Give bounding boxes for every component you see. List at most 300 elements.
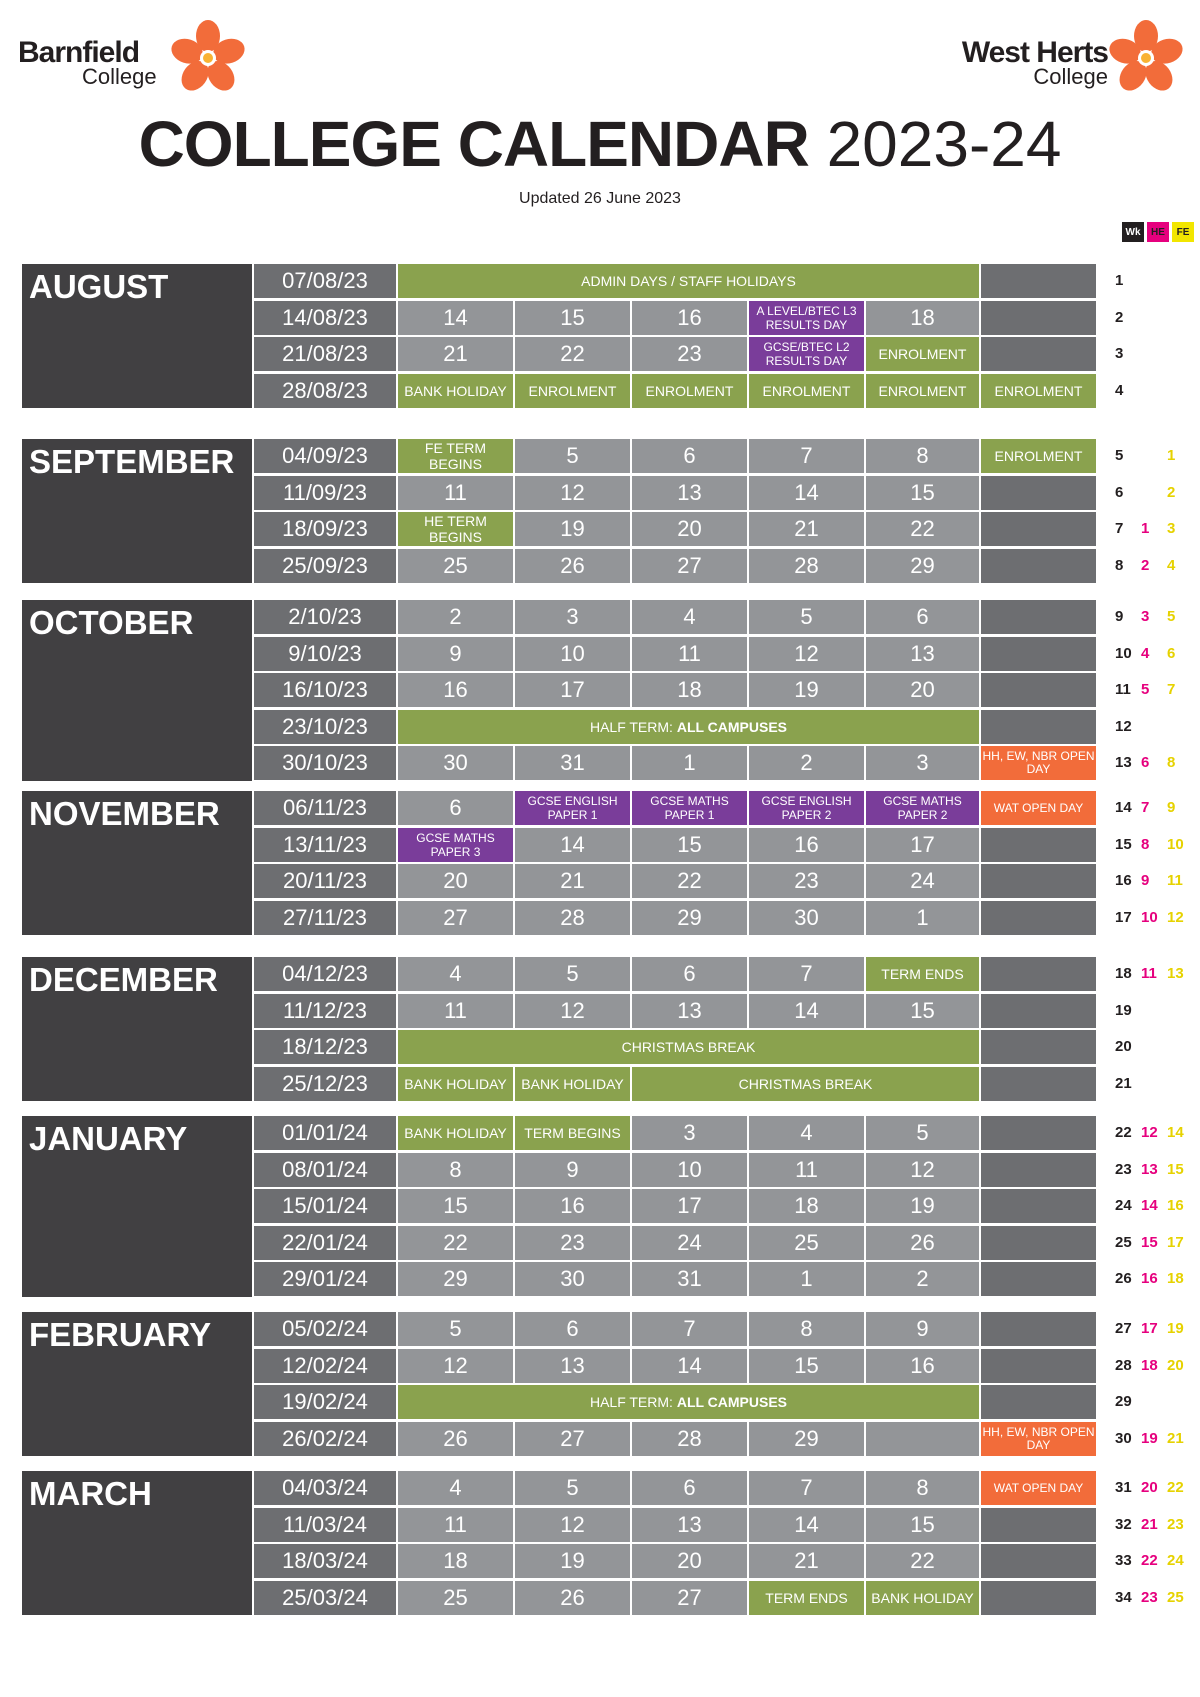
- event-green: BANK HOLIDAY: [398, 1116, 513, 1150]
- day-cell: 3: [515, 600, 630, 634]
- he-week-number: 17: [1141, 1320, 1158, 1337]
- week-number: 10: [1115, 644, 1132, 662]
- week-numbers: [1115, 1516, 1200, 1536]
- event-green: ADMIN DAYS / STAFF HOLIDAYS: [398, 264, 979, 298]
- day-cell: 5: [515, 1471, 630, 1505]
- day-cell: 14: [749, 476, 864, 510]
- week-row: [254, 1312, 1134, 1348]
- event-text-bold: ALL CAMPUSES: [676, 1394, 788, 1411]
- week-number: 24: [1115, 1197, 1132, 1215]
- day-cell: 29: [632, 901, 747, 935]
- day-cell: 9: [398, 637, 513, 671]
- event-green: ENROLMENT: [632, 374, 747, 408]
- day-cell: 14: [749, 1508, 864, 1542]
- week-commencing-date: 25/09/23: [254, 549, 396, 583]
- day-cell: 14: [749, 994, 864, 1028]
- week-numbers: [1115, 1357, 1200, 1377]
- week-commencing-date: 21/08/23: [254, 337, 396, 371]
- week-commencing-date: 08/01/24: [254, 1153, 396, 1187]
- week-commencing-date: 01/01/24: [254, 1116, 396, 1150]
- he-week-number: 1: [1141, 520, 1150, 538]
- week-number: 9: [1115, 608, 1124, 625]
- fe-week-number: 15: [1167, 1160, 1184, 1178]
- week-commencing-date: 11/03/24: [254, 1508, 396, 1542]
- he-week-number: 13: [1141, 1160, 1158, 1178]
- day-cell: 1: [632, 746, 747, 780]
- day-cell: 21: [749, 512, 864, 546]
- week-number: 27: [1115, 1320, 1132, 1337]
- day-cell: 15: [866, 476, 979, 510]
- empty-cell: [981, 901, 1096, 935]
- week-commencing-date: 12/02/24: [254, 1349, 396, 1383]
- event-green: BANK HOLIDAY: [398, 1067, 513, 1101]
- day-cell: 30: [398, 746, 513, 780]
- week-numbers: [1115, 799, 1200, 819]
- he-week-number: 7: [1141, 799, 1150, 816]
- flower-icon: [1106, 18, 1186, 98]
- week-row: [254, 710, 1134, 746]
- day-cell: 6: [398, 791, 513, 825]
- week-numbers: [1115, 1002, 1200, 1022]
- fe-week-number: 14: [1167, 1124, 1184, 1141]
- day-cell: 26: [515, 1581, 630, 1615]
- day-cell: 27: [632, 1581, 747, 1615]
- week-row: [254, 1030, 1134, 1066]
- day-cell: 11: [632, 637, 747, 671]
- day-cell: 31: [632, 1262, 747, 1296]
- day-cell: 4: [749, 1116, 864, 1150]
- day-cell: 4: [398, 957, 513, 991]
- week-row: [254, 1471, 1134, 1507]
- day-cell: 6: [866, 600, 979, 634]
- day-cell: 25: [398, 1581, 513, 1615]
- day-cell: 23: [515, 1226, 630, 1260]
- week-commencing-date: 30/10/23: [254, 746, 396, 780]
- day-cell: 28: [632, 1422, 747, 1456]
- week-commencing-date: 25/12/23: [254, 1067, 396, 1101]
- week-numbers: [1115, 484, 1200, 504]
- empty-cell: [981, 1262, 1096, 1296]
- week-numbers: [1115, 1161, 1200, 1181]
- event-green: BANK HOLIDAY: [515, 1067, 630, 1101]
- empty-cell: [981, 1544, 1096, 1578]
- day-cell: 7: [749, 1471, 864, 1505]
- empty-cell: [981, 549, 1096, 583]
- week-numbers: [1115, 872, 1200, 892]
- week-numbers: [1115, 681, 1200, 701]
- updated-date: Updated 26 June 2023: [519, 190, 681, 207]
- fe-week-number: 8: [1167, 754, 1176, 772]
- event-green: TERM ENDS: [866, 957, 979, 991]
- week-commencing-date: 15/01/24: [254, 1189, 396, 1223]
- day-cell: 27: [515, 1422, 630, 1456]
- day-cell: 15: [398, 1189, 513, 1223]
- week-numbers: [1115, 1270, 1200, 1290]
- week-row: [254, 1581, 1134, 1617]
- page-title: [0, 104, 1200, 184]
- day-cell: 13: [866, 637, 979, 671]
- week-number: 28: [1115, 1356, 1132, 1374]
- day-cell: 20: [398, 864, 513, 898]
- week-commencing-date: 07/08/23: [254, 264, 396, 298]
- fe-week-number: 5: [1167, 608, 1176, 625]
- week-row: [254, 864, 1134, 900]
- week-commencing-date: 11/12/23: [254, 994, 396, 1028]
- day-cell: 6: [632, 439, 747, 473]
- day-cell: 18: [866, 301, 979, 335]
- week-numbers: [1115, 1124, 1200, 1144]
- day-cell: 19: [515, 512, 630, 546]
- day-cell: 10: [632, 1153, 747, 1187]
- day-cell: 21: [398, 337, 513, 371]
- day-cell: 11: [398, 476, 513, 510]
- week-row: [254, 1349, 1134, 1385]
- day-cell: 19: [866, 1189, 979, 1223]
- exam-event: GCSE MATHS PAPER 1: [632, 791, 747, 825]
- week-commencing-date: 28/08/23: [254, 374, 396, 408]
- day-cell: 30: [515, 1262, 630, 1296]
- fe-week-number: 7: [1167, 681, 1176, 699]
- week-number: 20: [1115, 1038, 1132, 1056]
- empty-cell: [981, 600, 1096, 634]
- month-label: JANUARY: [22, 1116, 252, 1297]
- week-number: 19: [1115, 1001, 1132, 1019]
- day-cell: 23: [632, 337, 747, 371]
- week-numbers: [1115, 272, 1200, 292]
- day-cell: 4: [632, 600, 747, 634]
- week-numbers: [1115, 1320, 1200, 1340]
- event-green: ENROLMENT: [866, 374, 979, 408]
- week-row: [254, 637, 1134, 673]
- week-number: 6: [1115, 483, 1124, 501]
- event-green: ENROLMENT: [981, 374, 1096, 408]
- day-cell: 12: [866, 1153, 979, 1187]
- fe-week-number: 23: [1167, 1515, 1184, 1533]
- day-cell: 31: [515, 746, 630, 780]
- day-cell: 28: [515, 901, 630, 935]
- empty-cell: [981, 637, 1096, 671]
- day-cell: 20: [632, 1544, 747, 1578]
- week-row: [254, 337, 1134, 373]
- week-row: [254, 1067, 1134, 1103]
- week-numbers: [1115, 1479, 1200, 1499]
- event-green: FE TERM BEGINS: [398, 439, 513, 473]
- day-cell: 2: [866, 1262, 979, 1296]
- title-year: 2023-24: [826, 108, 1062, 180]
- day-cell: 4: [398, 1471, 513, 1505]
- day-cell: 7: [749, 957, 864, 991]
- fe-week-number: 25: [1167, 1588, 1184, 1606]
- event-green: HE TERM BEGINS: [398, 512, 513, 546]
- empty-cell: [981, 1030, 1096, 1064]
- day-cell: 17: [866, 828, 979, 862]
- day-cell: 5: [398, 1312, 513, 1346]
- week-row: [254, 1189, 1134, 1225]
- empty-cell: [981, 1116, 1096, 1150]
- month-label: AUGUST: [22, 264, 252, 408]
- day-cell: 11: [398, 994, 513, 1028]
- day-cell: 6: [632, 957, 747, 991]
- week-row: [254, 264, 1134, 300]
- empty-cell: [981, 264, 1096, 298]
- event-text-bold: ALL CAMPUSES: [676, 718, 788, 735]
- week-commencing-date: 2/10/23: [254, 600, 396, 634]
- he-week-number: 23: [1141, 1588, 1158, 1606]
- exam-event: GCSE MATHS PAPER 2: [866, 791, 979, 825]
- event-green: [398, 1385, 979, 1419]
- week-numbers: [1115, 1075, 1200, 1095]
- day-cell: 20: [866, 673, 979, 707]
- week-row: [254, 994, 1134, 1030]
- week-commencing-date: 04/09/23: [254, 439, 396, 473]
- day-cell: 7: [632, 1312, 747, 1346]
- day-cell: 3: [866, 746, 979, 780]
- week-row: [254, 828, 1134, 864]
- week-number: 11: [1115, 681, 1131, 699]
- week-row: [254, 1153, 1134, 1189]
- exam-event: GCSE ENGLISH PAPER 1: [515, 791, 630, 825]
- month-label: NOVEMBER: [22, 791, 252, 935]
- week-numbers: [1115, 309, 1200, 329]
- event-green: TERM ENDS: [749, 1581, 864, 1615]
- day-cell: 25: [398, 549, 513, 583]
- day-cell: 22: [515, 337, 630, 371]
- day-cell: 10: [515, 637, 630, 671]
- empty-cell: [981, 512, 1096, 546]
- day-cell: 12: [515, 476, 630, 510]
- empty-cell: [981, 673, 1096, 707]
- week-row: [254, 1116, 1134, 1152]
- week-number: 29: [1115, 1393, 1132, 1411]
- week-row: [254, 512, 1134, 548]
- he-week-number: 14: [1141, 1197, 1158, 1215]
- day-cell: 25: [749, 1226, 864, 1260]
- day-cell: 17: [632, 1189, 747, 1223]
- he-week-number: 16: [1141, 1270, 1158, 1288]
- title-main: COLLEGE CALENDAR: [138, 108, 809, 180]
- day-cell: 20: [632, 512, 747, 546]
- day-cell: 6: [632, 1471, 747, 1505]
- week-numbers: [1115, 520, 1200, 540]
- week-number: 1: [1115, 272, 1124, 289]
- he-week-number: 22: [1141, 1552, 1158, 1570]
- fe-week-number: 22: [1167, 1479, 1184, 1496]
- week-row: [254, 1262, 1134, 1298]
- exam-event: A LEVEL/BTEC L3 RESULTS DAY: [749, 301, 864, 335]
- week-commencing-date: 20/11/23: [254, 864, 396, 898]
- flower-icon: [168, 18, 248, 98]
- day-cell: 30: [749, 901, 864, 935]
- day-cell: 16: [866, 1349, 979, 1383]
- day-cell: 8: [749, 1312, 864, 1346]
- week-row: [254, 476, 1134, 512]
- legend-wk: Wk: [1122, 222, 1144, 242]
- week-number: 32: [1115, 1515, 1132, 1533]
- month-label: DECEMBER: [22, 957, 252, 1101]
- fe-week-number: 11: [1167, 872, 1183, 890]
- week-numbers: [1115, 1393, 1200, 1413]
- week-commencing-date: 16/10/23: [254, 673, 396, 707]
- day-cell: 17: [515, 673, 630, 707]
- day-cell: 29: [749, 1422, 864, 1456]
- day-cell: 15: [632, 828, 747, 862]
- empty-cell: [981, 301, 1096, 335]
- empty-cell: [981, 710, 1096, 744]
- week-numbers: [1115, 557, 1200, 577]
- legend-he: HE: [1147, 222, 1169, 242]
- week-number: 8: [1115, 556, 1124, 574]
- empty-cell: [981, 1153, 1096, 1187]
- month-label: MARCH: [22, 1471, 252, 1615]
- week-legend: [1122, 222, 1194, 242]
- day-cell: 23: [749, 864, 864, 898]
- day-cell: 21: [515, 864, 630, 898]
- he-week-number: 15: [1141, 1233, 1158, 1251]
- day-cell: 15: [515, 301, 630, 335]
- day-cell: 3: [632, 1116, 747, 1150]
- fe-week-number: 19: [1167, 1320, 1184, 1337]
- day-cell: 22: [866, 1544, 979, 1578]
- open-day-event: WAT OPEN DAY: [981, 1471, 1096, 1505]
- day-cell: 16: [398, 673, 513, 707]
- event-green: CHRISTMAS BREAK: [632, 1067, 979, 1101]
- week-row: [254, 746, 1134, 782]
- fe-week-number: 10: [1167, 835, 1184, 853]
- week-commencing-date: 06/11/23: [254, 791, 396, 825]
- week-numbers: [1115, 1038, 1200, 1058]
- week-numbers: [1115, 608, 1200, 628]
- logo-right-name: West Herts: [961, 36, 1108, 69]
- week-numbers: [1115, 718, 1200, 738]
- fe-week-number: 3: [1167, 520, 1176, 538]
- week-number: 7: [1115, 520, 1124, 538]
- exam-event: GCSE/BTEC L2 RESULTS DAY: [749, 337, 864, 371]
- week-commencing-date: 26/02/24: [254, 1422, 396, 1456]
- day-cell: 24: [866, 864, 979, 898]
- event-green: [398, 710, 979, 744]
- day-cell: 29: [866, 549, 979, 583]
- day-cell: 14: [515, 828, 630, 862]
- week-row: [254, 1508, 1134, 1544]
- week-number: 33: [1115, 1552, 1132, 1570]
- day-cell: 18: [398, 1544, 513, 1578]
- day-cell: 8: [866, 1471, 979, 1505]
- day-cell: 22: [866, 512, 979, 546]
- fe-week-number: 12: [1167, 908, 1184, 926]
- fe-week-number: 20: [1167, 1356, 1184, 1374]
- week-commencing-date: 25/03/24: [254, 1581, 396, 1615]
- week-commencing-date: 29/01/24: [254, 1262, 396, 1296]
- event-green: BANK HOLIDAY: [866, 1581, 979, 1615]
- week-commencing-date: 18/09/23: [254, 512, 396, 546]
- logo-left-name: Barnfield: [18, 36, 140, 69]
- week-row: [254, 957, 1134, 993]
- week-row: [254, 1226, 1134, 1262]
- event-text: HALF TERM:: [589, 718, 677, 735]
- day-cell: 7: [749, 439, 864, 473]
- week-number: 34: [1115, 1588, 1132, 1606]
- week-commencing-date: 14/08/23: [254, 301, 396, 335]
- day-cell: 13: [632, 476, 747, 510]
- week-commencing-date: 9/10/23: [254, 637, 396, 671]
- day-cell: 5: [866, 1116, 979, 1150]
- day-cell: 19: [515, 1544, 630, 1578]
- week-number: 31: [1115, 1479, 1132, 1496]
- week-numbers: [1115, 1589, 1200, 1609]
- exam-event: GCSE ENGLISH PAPER 2: [749, 791, 864, 825]
- week-row: [254, 673, 1134, 709]
- event-green: ENROLMENT: [866, 337, 979, 371]
- week-numbers: [1115, 1552, 1200, 1572]
- week-number: 5: [1115, 447, 1124, 464]
- day-cell: 16: [632, 301, 747, 335]
- day-cell: 1: [749, 1262, 864, 1296]
- empty-cell: [981, 1067, 1096, 1101]
- he-week-number: 5: [1141, 681, 1150, 699]
- day-cell: 5: [749, 600, 864, 634]
- empty-cell: [981, 1312, 1096, 1346]
- week-number: 14: [1115, 799, 1132, 816]
- day-cell: 15: [866, 1508, 979, 1542]
- empty-cell: [981, 1189, 1096, 1223]
- day-cell: 11: [749, 1153, 864, 1187]
- week-commencing-date: 11/09/23: [254, 476, 396, 510]
- month-label: SEPTEMBER: [22, 439, 252, 583]
- week-commencing-date: 18/12/23: [254, 1030, 396, 1064]
- week-numbers: [1115, 909, 1200, 929]
- fe-week-number: 1: [1167, 447, 1176, 464]
- week-commencing-date: 04/12/23: [254, 957, 396, 991]
- day-cell: 22: [632, 864, 747, 898]
- week-number: 13: [1115, 754, 1132, 772]
- empty-cell: [981, 1385, 1096, 1419]
- day-cell: 18: [749, 1189, 864, 1223]
- he-week-number: 9: [1141, 872, 1150, 890]
- week-row: [254, 791, 1134, 827]
- week-row: [254, 301, 1134, 337]
- empty-cell: [981, 476, 1096, 510]
- he-week-number: 6: [1141, 754, 1150, 772]
- day-cell: 19: [749, 673, 864, 707]
- day-cell: 8: [398, 1153, 513, 1187]
- week-row: [254, 439, 1134, 475]
- fe-week-number: 9: [1167, 799, 1176, 816]
- event-green: ENROLMENT: [749, 374, 864, 408]
- week-row: [254, 1422, 1134, 1458]
- week-number: 26: [1115, 1270, 1132, 1288]
- week-numbers: [1115, 965, 1200, 985]
- fe-week-number: 4: [1167, 556, 1176, 574]
- fe-week-number: 16: [1167, 1197, 1184, 1215]
- week-row: [254, 374, 1134, 410]
- exam-event: GCSE MATHS PAPER 3: [398, 828, 513, 862]
- day-cell: 18: [632, 673, 747, 707]
- month-label: FEBRUARY: [22, 1312, 252, 1456]
- day-cell: 9: [866, 1312, 979, 1346]
- day-cell: 1: [866, 901, 979, 935]
- week-commencing-date: 22/01/24: [254, 1226, 396, 1260]
- day-cell: 26: [515, 549, 630, 583]
- he-week-number: 4: [1141, 644, 1150, 662]
- he-week-number: 11: [1141, 965, 1157, 982]
- week-number: 17: [1115, 908, 1132, 926]
- week-numbers: [1115, 1197, 1200, 1217]
- week-number: 21: [1115, 1074, 1132, 1092]
- event-green: BANK HOLIDAY: [398, 374, 513, 408]
- day-cell: 13: [632, 1508, 747, 1542]
- day-cell: 12: [398, 1349, 513, 1383]
- day-cell: 28: [749, 549, 864, 583]
